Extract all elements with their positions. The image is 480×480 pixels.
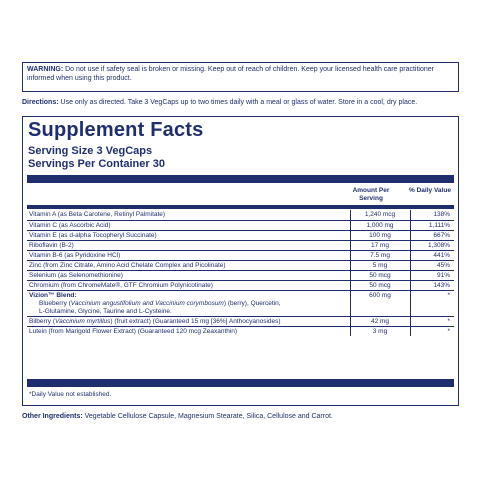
nutrient-amount: 17 mg xyxy=(350,240,410,250)
supplement-facts-panel xyxy=(22,116,459,406)
bilberry-name-italic: Vaccinium myrtillus xyxy=(55,317,111,325)
nutrient-name: Riboflavin (B-2) xyxy=(27,240,350,250)
directions-text: Use only as directed. Take 3 VegCaps up to two times daily with a meal or glass of water. Store in a cool, dry place. xyxy=(58,99,418,106)
directions-label: Directions: xyxy=(22,99,59,106)
servings-per-container: Servings Per Container 30 xyxy=(28,158,165,170)
lutein-amount: 3 mg xyxy=(350,326,410,336)
nutrient-name: Vitamin C (as Ascorbic Acid) xyxy=(27,220,350,230)
blend-line-2: L-Glutamine, Glycine, Taurine and L-Cysteine. xyxy=(39,307,172,315)
nutrient-amount: 5 mg xyxy=(350,260,410,270)
nutrient-name: Vitamin B-6 (as Pyridoxine HCl) xyxy=(27,250,350,260)
nutrient-name: Chromium (from ChromeMate®, GTF Chromium Polynicotinate) xyxy=(27,280,350,290)
divider-medium xyxy=(27,205,454,209)
nutrient-dv: 1,111% xyxy=(410,220,454,230)
table-row xyxy=(27,316,454,326)
nutrient-dv: 441% xyxy=(410,250,454,260)
nutrient-amount: 50 mcg xyxy=(350,270,410,280)
column-header-amount: Amount Per Serving xyxy=(352,187,390,202)
warning-text: Do not use if safety seal is broken or missing. Keep out of reach of children. Keep your licensed health care practitioner informed when using this product. xyxy=(27,66,434,82)
nutrient-name: Selenium (as Selenomethionine) xyxy=(27,270,350,280)
table-row xyxy=(27,250,454,260)
table-row xyxy=(27,210,454,220)
nutrient-amount: 50 mcg xyxy=(350,280,410,290)
divider-thick xyxy=(27,175,454,183)
column-header-daily-value: % Daily Value xyxy=(409,187,451,194)
blend-line-1-b: ) (berry), Quercetin, xyxy=(223,299,281,307)
bilberry-name xyxy=(27,316,350,326)
other-ingredients-text: Vegetable Cellulose Capsule, Magnesium Stearate, Silica, Cellulose and Carrot. xyxy=(82,413,333,420)
nutrient-name: Zinc (from Zinc Citrate, Amino Acid Chelate Complex and Picolinate) xyxy=(27,260,350,270)
serving-size: Serving Size 3 VegCaps xyxy=(28,145,153,157)
nutrient-dv: 91% xyxy=(410,270,454,280)
bilberry-name-b: ) (fruit extract) (Guaranteed 15 mg [36%] Anthocyanosides) xyxy=(110,317,281,325)
bilberry-amount: 42 mg xyxy=(350,316,410,326)
table-row xyxy=(27,260,454,270)
blend-line-1 xyxy=(29,300,348,308)
nutrient-amount: 1,240 mcg xyxy=(350,210,410,220)
other-ingredients xyxy=(22,412,459,421)
table-row xyxy=(27,270,454,280)
table-row xyxy=(27,280,454,290)
blend-name: Vizion™ Blend: xyxy=(29,291,77,299)
table-row xyxy=(27,240,454,250)
lutein-name: Lutein (from Marigold Flower Extract) (Guaranteed 120 mcg Zeaxanthin) xyxy=(29,327,238,335)
nutrient-name: Vitamin E (as d-alpha Tocopheryl Succinate) xyxy=(27,230,350,240)
nutrient-dv: 1,308% xyxy=(410,240,454,250)
warning-label: WARNING: xyxy=(27,66,64,73)
directions xyxy=(22,98,459,107)
nutrient-dv: 143% xyxy=(410,280,454,290)
footnote: *Daily Value not established. xyxy=(29,391,112,398)
bilberry-name-a: Bilberry ( xyxy=(29,317,56,325)
blend-dv: * xyxy=(410,290,454,316)
blend-line-1-italic: Vaccinium angustifolium and Vaccinium corymbosum xyxy=(70,299,224,307)
warning-box xyxy=(22,62,459,92)
table-row xyxy=(27,326,454,336)
bilberry-dv: * xyxy=(410,316,454,326)
nutrient-amount: 100 mg xyxy=(350,230,410,240)
blend-cell xyxy=(27,290,350,316)
divider-bottom xyxy=(27,379,454,387)
nutrient-amount: 7.5 mg xyxy=(350,250,410,260)
lutein-dv: * xyxy=(410,326,454,336)
table-row xyxy=(27,230,454,240)
facts-title: Supplement Facts xyxy=(28,119,204,141)
table-row-blend xyxy=(27,290,454,316)
blend-line-1-a: Blueberry ( xyxy=(39,299,71,307)
nutrient-dv: 667% xyxy=(410,230,454,240)
table-row xyxy=(27,220,454,230)
nutrient-amount: 1,000 mg xyxy=(350,220,410,230)
other-ingredients-label: Other Ingredients: xyxy=(22,413,83,420)
nutrient-name: Vitamin A (as Beta Carotene, Retinyl Palmitate) xyxy=(27,210,350,220)
nutrient-dv: 45% xyxy=(410,260,454,270)
nutrient-dv: 138% xyxy=(410,210,454,220)
blend-amount: 600 mg xyxy=(350,290,410,316)
nutrient-table xyxy=(27,210,454,336)
